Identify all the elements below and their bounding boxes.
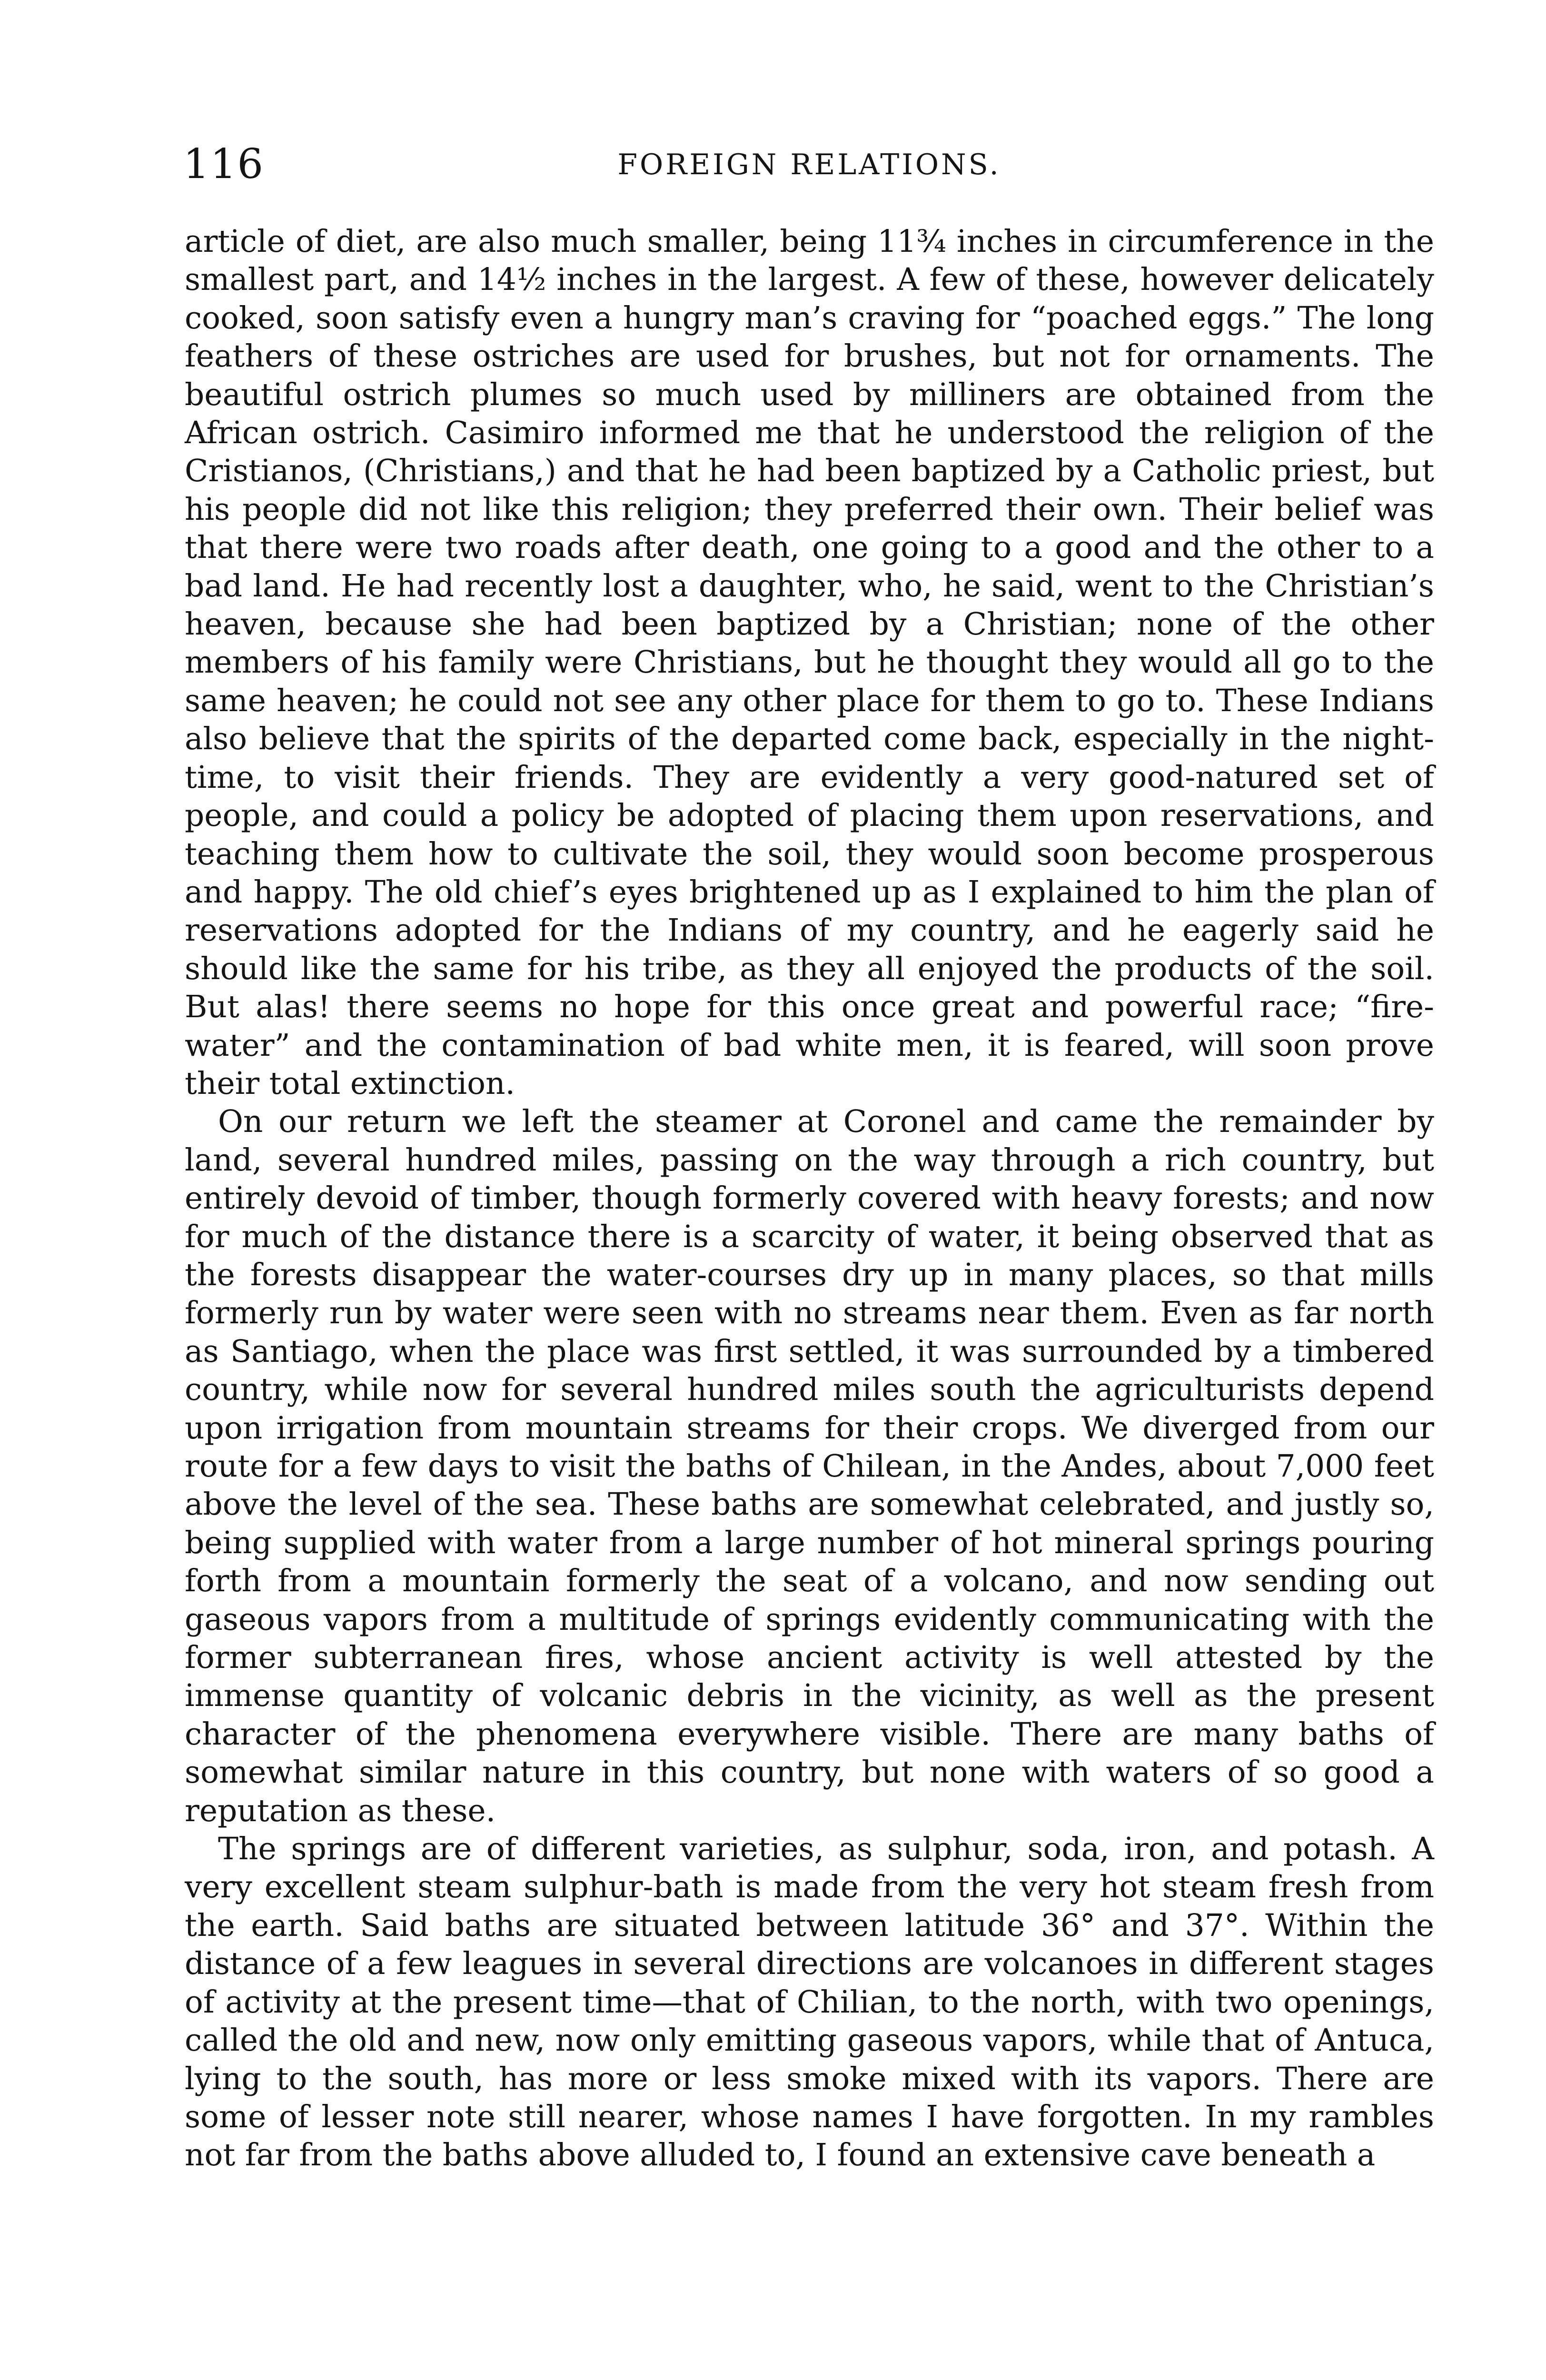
- page-number: 116: [183, 140, 265, 188]
- paragraph-continued: article of diet, are also much smaller, being 11¾ inches in circumference in the smallest part, and 14½ inches in the largest. A few of these, however delicately cooked, soon satisfy even a hungry man’s craving for “poached eggs.” The long feathers of these ostriches are used for brushes, but not for ornaments. The beautiful ostrich plumes so much used by milliners are obtained from the African ostrich. Casimiro informed me that he understood the religion of the Cristianos, (Christians,) and that he had been baptized by a Catholic priest, but his people did not like this religion; they preferred their own. Their belief was that there were two roads after death, one going to a good and the other to a bad land. He had recently lost a daughter, who, he said, went to the Christian’s heaven, because she had been baptized by a Christian; none of the other members of his family were Christians, but he thought they would all go to the same heaven; he could not see any other place for them to go to. These Indians also believe that the spirits of the departed come back, especially in the night-time, to visit their friends. They are evidently a very good-natured set of people, and could a policy be adopted of placing them upon reservations, and teaching them how to cultivate the soil, they would soon become prosperous and happy. The old chief’s eyes brightened up as I explained to him the plan of reservations adopted for the Indians of my country, and he eagerly said he should like the same for his tribe, as they all enjoyed the products of the soil. But alas! there seems no hope for this once great and powerful race; “fire-water” and the contamination of bad white men, it is feared, will soon prove their total extinction.: [185, 224, 1434, 1101]
- body-text: [185, 223, 1434, 2175]
- running-title: FOREIGN RELATIONS.: [617, 148, 1001, 181]
- running-head: [183, 140, 1435, 193]
- paragraph-return-journey: On our return we left the steamer at Coronel and came the remainder by land, several hundred miles, passing on the way through a rich country, but entirely devoid of timber, though formerly covered with heavy forests; and now for much of the distance there is a scarcity of water, it being observed that as the forests disappear the water-courses dry up in many places, so that mills formerly run by water were seen with no streams near them. Even as far north as Santiago, when the place was first settled, it was surrounded by a timbered country, while now for several hundred miles south the agriculturists depend upon irrigation from mountain streams for their crops. We diverged from our route for a few days to visit the baths of Chilean, in the Andes, about 7,000 feet above the level of the sea. These baths are somewhat celebrated, and justly so, being supplied with water from a large number of hot mineral springs pouring forth from a mountain formerly the seat of a volcano, and now sending out gaseous vapors from a multitude of springs evidently communicating with the former subterranean fires, whose ancient activity is well attested by the immense quantity of volcanic debris in the vicinity, as well as the present character of the phenomena everywhere visible. There are many baths of somewhat similar nature in this country, but none with waters of so good a reputation as these.: [185, 1104, 1434, 1829]
- paragraph-springs: The springs are of different varieties, as sulphur, soda, iron, and potash. A very excellent steam sulphur-bath is made from the very hot steam fresh from the earth. Said baths are situated between latitude 36° and 37°. Within the distance of a few leagues in several directions are volcanoes in different stages of activity at the present time—that of Chilian, to the north, with two openings, called the old and new, now only emitting gaseous vapors, while that of Antuca, lying to the south, has more or less smoke mixed with its vapors. There are some of lesser note still nearer, whose names I have forgotten. In my rambles not far from the baths above alluded to, I found an extensive cave beneath a: [185, 1831, 1434, 2173]
